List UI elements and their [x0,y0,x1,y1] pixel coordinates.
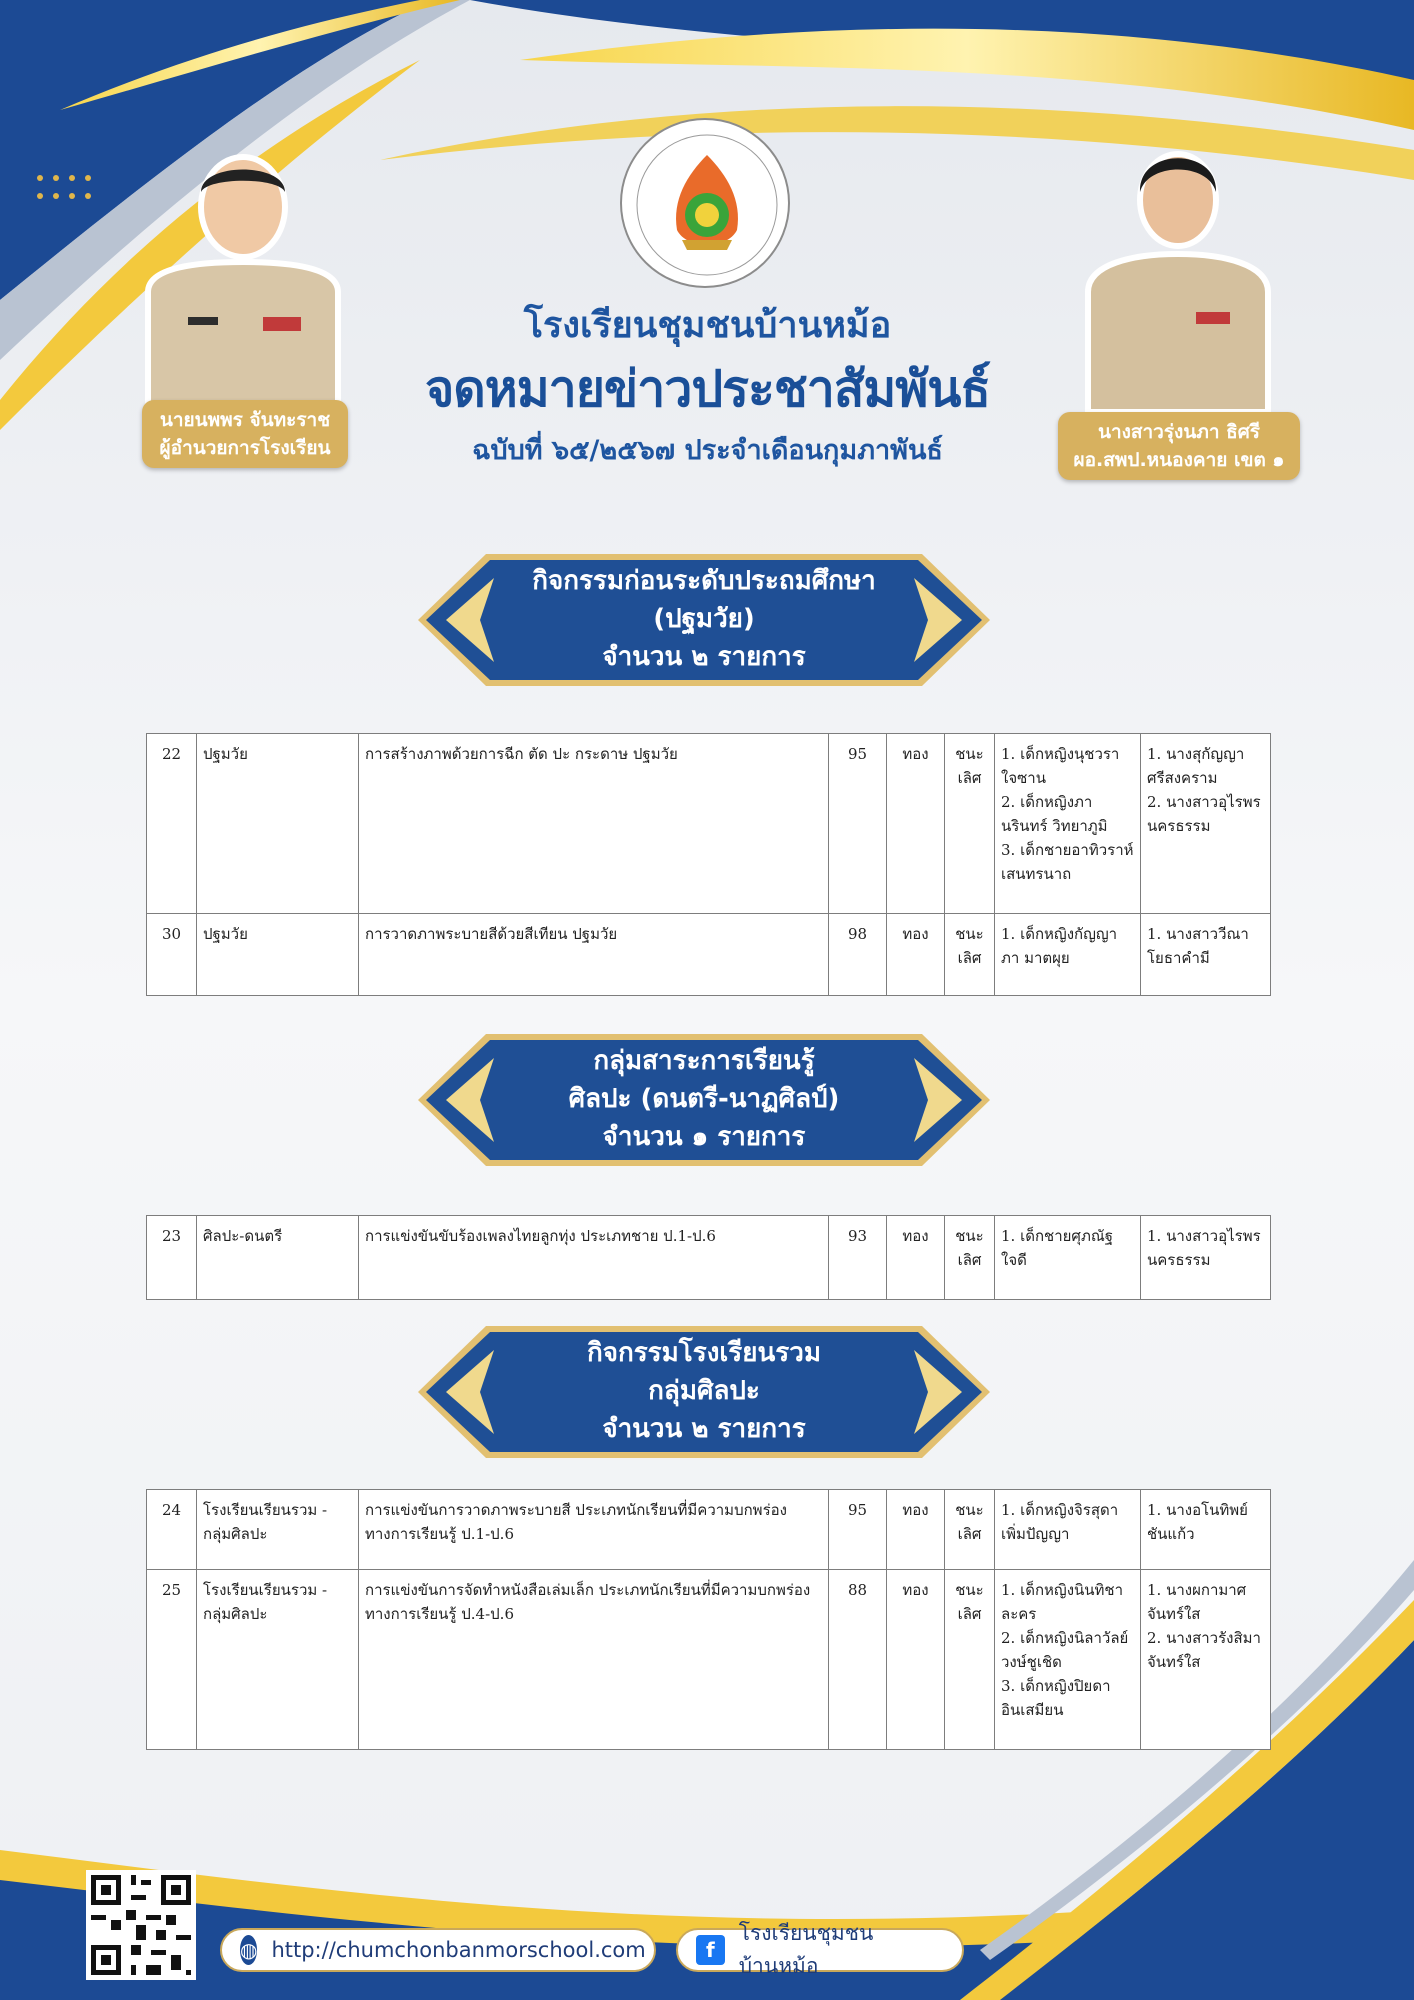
facebook-icon: f [696,1935,725,1965]
cell-no: 22 [147,734,197,914]
cell-rank: ชนะเลิศ [945,914,995,996]
cell-activity: การแข่งขันขับร้องเพลงไทยลูกทุ่ง ประเภทชาย ป.1-ป.6 [359,1216,829,1300]
district-director-position: ผอ.สพป.หนองคาย เขต ๑ [1073,449,1285,471]
section-banner-preschool [416,552,992,688]
school-logo [620,118,790,288]
cell-teachers: 1. นางสาวอุไรพร นครธรรม [1141,1216,1271,1300]
globe-icon: ◍ [240,1935,257,1965]
cell-score: 93 [829,1216,887,1300]
school-name: โรงเรียนชุมชนบ้านหม้อ [523,305,892,346]
table-row [147,1216,1271,1300]
cell-activity: การแข่งขันการวาดภาพระบายสี ประเภทนักเรียนที่มีความบกพร่องทางการเรียนรู้ ป.1-ป.6 [359,1490,829,1570]
cell-students: 1. เด็กหญิงจิรสุดา เพิ่มปัญญา [995,1490,1141,1570]
banner-line: จำนวน ๒ รายการ [602,642,806,672]
banner-line: กลุ่มศิลปะ [648,1376,760,1406]
cell-no: 30 [147,914,197,996]
cell-score: 98 [829,914,887,996]
banner-line: จำนวน ๒ รายการ [602,1414,806,1444]
cell-level: โรงเรียนเรียนรวม - กลุ่มศิลปะ [197,1570,359,1750]
banner-line: กิจกรรมโรงเรียนรวม [587,1338,821,1368]
cell-activity: การสร้างภาพด้วยการฉีก ตัด ปะ กระดาษ ปฐมวัย [359,734,829,914]
cell-no: 24 [147,1490,197,1570]
cell-teachers: 1. นางอโนทิพย์ ชันแก้ว [1141,1490,1271,1570]
banner-line: (ปฐมวัย) [653,604,755,634]
newsletter-title: จดหมายข่าวประชาสัมพันธ์ [425,360,990,418]
table-row [147,734,1271,914]
cell-medal: ทอง [887,1216,945,1300]
cell-medal: ทอง [887,914,945,996]
banner-line: กิจกรรมก่อนระดับประถมศึกษา [532,566,876,596]
banner-line: จำนวน ๑ รายการ [602,1122,806,1152]
cell-medal: ทอง [887,1490,945,1570]
issue-number: ฉบับที่ ๖๕/๒๕๖๗ ประจำเดือนกุมภาพันธ์ [472,435,943,466]
cell-students: 1. เด็กหญิงกัญญาภา มาตผุย [995,914,1141,996]
cell-students: 1. เด็กหญิงนินทิชา ละคร 2. เด็กหญิงนิลาวัลย์ วงษ์ชูเชิด 3. เด็กหญิงปิยดา อินเสมียน [995,1570,1141,1750]
cell-students: 1. เด็กชายศุภณัฐ ใจดี [995,1216,1141,1300]
section-banner-inclusive [416,1324,992,1460]
cell-medal: ทอง [887,734,945,914]
cell-students: 1. เด็กหญิงนุชวรา ใจซาน 2. เด็กหญิงภานรินทร์ วิทยาภูมิ 3. เด็กชายอาทิวราห์ เสนทรนาถ [995,734,1141,914]
director-name: นายนพพร จันทะราช [159,409,331,431]
district-director-name-tag [1058,412,1300,480]
cell-level: ศิลปะ-ดนตรี [197,1216,359,1300]
table-row [147,1570,1271,1750]
cell-medal: ทอง [887,1570,945,1750]
cell-rank: ชนะเลิศ [945,1216,995,1300]
qr-code[interactable] [86,1870,196,1980]
cell-score: 95 [829,1490,887,1570]
cell-level: ปฐมวัย [197,914,359,996]
banner-line: ศิลปะ (ดนตรี-นาฏศิลป์) [568,1084,840,1114]
cell-score: 88 [829,1570,887,1750]
cell-activity: การวาดภาพระบายสีด้วยสีเทียน ปฐมวัย [359,914,829,996]
section-banner-arts [416,1032,992,1168]
table-row [147,1490,1271,1570]
cell-teachers: 1. นางสุกัญญา ศรีสงคราม 2. นางสาวอุไรพร นครธรรม [1141,734,1271,914]
director-photo [138,152,348,412]
cell-rank: ชนะเลิศ [945,1570,995,1750]
cell-no: 25 [147,1570,197,1750]
cell-score: 95 [829,734,887,914]
facebook-page-name: โรงเรียนชุมชนบ้านหม้อ [738,1921,874,1978]
cell-rank: ชนะเลิศ [945,734,995,914]
cell-rank: ชนะเลิศ [945,1490,995,1570]
cell-level: ปฐมวัย [197,734,359,914]
cell-level: โรงเรียนเรียนรวม - กลุ่มศิลปะ [197,1490,359,1570]
results-table-arts [146,1215,1271,1300]
table-row [147,914,1271,996]
district-director-name: นางสาวรุ่งนภา ธิศรี [1097,421,1260,443]
director-position: ผู้อำนวยการโรงเรียน [159,437,331,459]
results-table-inclusive [146,1489,1271,1750]
district-director-photo [1078,142,1278,412]
cell-no: 23 [147,1216,197,1300]
results-table-preschool [146,733,1271,996]
cell-teachers: 1. นางสาววีณา โยธาคำมี [1141,914,1271,996]
cell-teachers: 1. นางผกามาศ จันทร์ใส 2. นางสาวรังสิมา จันทร์ใส [1141,1570,1271,1750]
facebook-link[interactable] [676,1921,964,1978]
website-url: http://chumchonbanmorschool.com [271,1938,646,1962]
director-name-tag [142,400,348,468]
banner-line: กลุ่มสาระการเรียนรู้ [593,1046,815,1076]
website-link[interactable] [220,1928,656,1972]
cell-activity: การแข่งขันการจัดทำหนังสือเล่มเล็ก ประเภทนักเรียนที่มีความบกพร่องทางการเรียนรู้ ป.4-ป.6 [359,1570,829,1750]
